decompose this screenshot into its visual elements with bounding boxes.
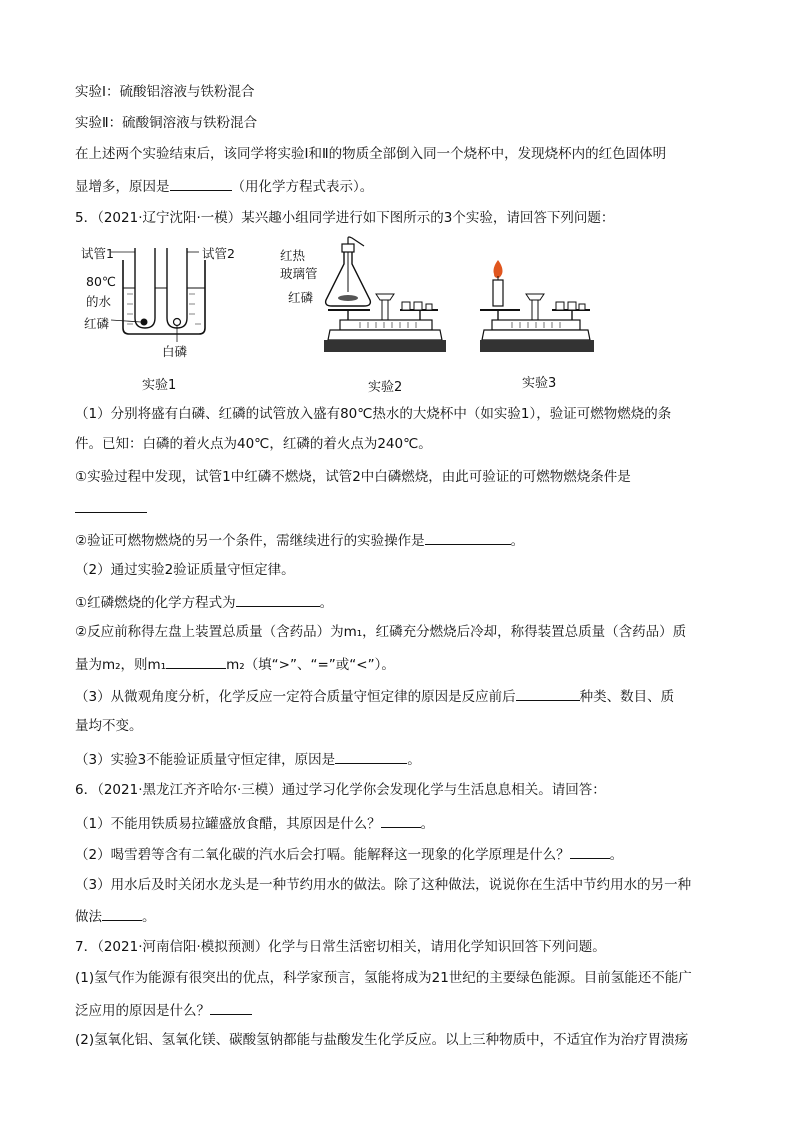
- text-segment: 泛应用的原因是什么？: [75, 1003, 210, 1019]
- label-test-tube-1: 试管1: [81, 246, 114, 261]
- label-glass-tube-2: 玻璃管: [280, 266, 318, 281]
- text-segment: 。: [420, 816, 435, 832]
- answer-blank[interactable]: [236, 592, 320, 607]
- text-segment: （3）从微观角度分析，化学反应一定符合质量守恒定律的原因是反应前后: [75, 689, 516, 705]
- text-line: （1）分别将盛有白磷、红磷的试管放入盛有80℃热水的大烧杯中（如实验1），验证可燃物燃烧的条: [75, 406, 672, 422]
- white-phosphorus-lump: [174, 319, 181, 326]
- question-6-stem: 6．（2021·黑龙江齐齐哈尔·三模）通过学习化学你会发现化学与生活息息相关。请回答：: [75, 782, 606, 798]
- answer-blank[interactable]: [102, 906, 142, 921]
- text-line: (2)氢氧化铝、氢氧化镁、碳酸氢钠都能与盐酸发生化学反应。以上三种物质中，不适宜作为治疗胃溃疡: [75, 1032, 689, 1048]
- text-segment: （2）喝雪碧等含有二氧化碳的汽水后会打嗝。能解释这一现象的化学原理是什么？: [75, 847, 570, 863]
- text-line: [75, 530, 524, 550]
- experiment-3-diagram: [478, 256, 598, 358]
- label-red-phosphorus-2: 红磷: [288, 290, 314, 305]
- answer-blank[interactable]: [75, 498, 147, 513]
- answer-blank[interactable]: [170, 176, 232, 191]
- text-segment: 做法: [75, 909, 102, 925]
- answer-blank[interactable]: [381, 813, 421, 828]
- label-glass-tube-1: 红热: [280, 248, 306, 263]
- caption-experiment-3: 实验3: [522, 376, 557, 391]
- label-white-phosphorus: 白磷: [162, 344, 188, 359]
- text-line: 实验Ⅱ：硫酸铜溶液与铁粉混合: [75, 115, 258, 131]
- text-line: 量均不变。: [75, 718, 143, 734]
- text-line: 实验Ⅰ：硫酸铝溶液与铁粉混合: [75, 84, 255, 100]
- text-segment: 。: [142, 909, 156, 925]
- text-segment: ①红磷燃烧的化学方程式为: [75, 595, 236, 611]
- caption-experiment-2: 实验2: [368, 380, 403, 395]
- answer-blank[interactable]: [210, 1000, 252, 1015]
- red-phosphorus-lump: [141, 319, 148, 326]
- text-segment: ②验证可燃物燃烧的另一个条件，需继续进行的实验操作是: [75, 533, 425, 549]
- text-line: [75, 1000, 252, 1020]
- text-segment: 种类、数目、质: [579, 689, 675, 705]
- text-line: [75, 686, 674, 706]
- text-segment: （1）不能用铁质易拉罐盛放食醋，其原因是什么？: [75, 816, 381, 832]
- label-water-temp: 80℃: [86, 274, 116, 289]
- text-line: [75, 749, 421, 769]
- text-segment: m₂（填“>”、“=”或“<”）。: [226, 657, 395, 673]
- caption-experiment-1: 实验1: [142, 378, 177, 393]
- experiment-2-diagram: [320, 236, 450, 358]
- text-line: (1)氢气作为能源有很突出的优点，科学家预言，氢能将成为21世纪的主要绿色能源。目前氢能还不能广: [75, 970, 692, 986]
- question-5-stem: 5．（2021·辽宁沈阳·一模）某兴趣小组同学进行如下图所示的3个实验，请回答下列问题：: [75, 210, 615, 226]
- text-line: [75, 906, 156, 926]
- text-segment: （3）实验3不能验证质量守恒定律，原因是: [75, 752, 336, 768]
- answer-blank[interactable]: [425, 530, 511, 545]
- text-segment: 。: [510, 533, 525, 549]
- answer-blank[interactable]: [335, 749, 407, 764]
- text-segment: 。: [609, 847, 624, 863]
- text-line: 在上述两个实验结束后，该同学将实验Ⅰ和Ⅱ的物质全部倒入同一个烧杯中，发现烧杯内的红色固体明: [75, 146, 667, 162]
- text-line: （3）用水后及时关闭水龙头是一种节约用水的做法。除了这种做法，说说你在生活中节约用水的另一种: [75, 877, 692, 893]
- text-line: [75, 844, 623, 864]
- text-line: [75, 592, 333, 612]
- text-line: [75, 813, 434, 833]
- label-test-tube-2: 试管2: [202, 246, 235, 261]
- text-line: [75, 498, 147, 518]
- question-7-stem: 7．（2021·河南信阳·模拟预测）化学与日常生活密切相关，请用化学知识回答下列问题。: [75, 939, 606, 955]
- text-line: ①实验过程中发现，试管1中红磷不燃烧，试管2中白磷燃烧，由此可验证的可燃物燃烧条件是: [75, 469, 631, 485]
- answer-blank[interactable]: [570, 844, 610, 859]
- text-segment: （用化学方程式表示）。: [231, 179, 374, 195]
- text-segment: 量为m₂，则m₁: [75, 657, 167, 673]
- text-segment: 。: [407, 752, 421, 768]
- text-line: 件。已知：白磷的着火点为40℃，红磷的着火点为240℃。: [75, 436, 432, 452]
- text-segment: 。: [319, 595, 334, 611]
- text-line: [75, 176, 373, 196]
- label-red-phosphorus: 红磷: [84, 316, 110, 331]
- text-segment: 显增多，原因是: [75, 179, 170, 195]
- text-line: （2）通过实验2验证质量守恒定律。: [75, 562, 295, 578]
- label-water: 的水: [86, 294, 112, 309]
- text-line: ②反应前称得左盘上装置总质量（含药品）为m₁，红磷充分燃烧后冷却，称得装置总质量（含药品）质: [75, 624, 687, 640]
- text-line: [75, 654, 395, 674]
- candle-flame-icon: [494, 260, 503, 278]
- answer-blank[interactable]: [516, 686, 580, 701]
- answer-blank[interactable]: [166, 654, 226, 669]
